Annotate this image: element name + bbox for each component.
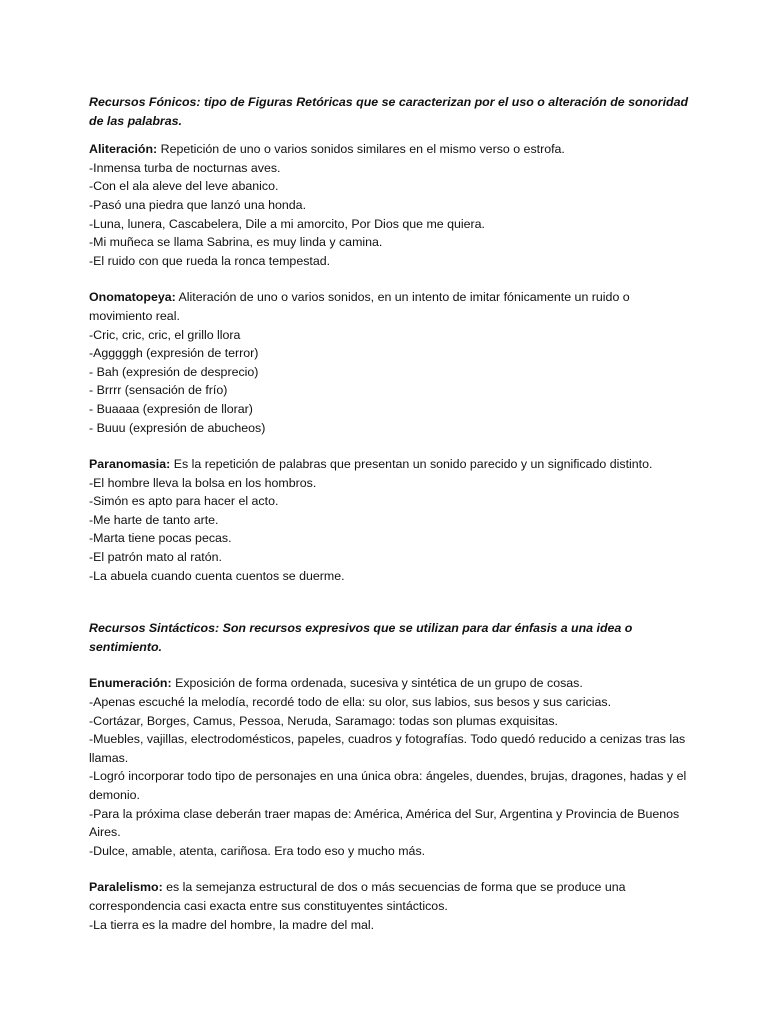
- example-line: -Cric, cric, cric, el grillo llora: [89, 327, 241, 342]
- example-line: - Buuu (expresión de abucheos): [89, 420, 266, 435]
- example-line: -Mi muñeca se llama Sabrina, es muy linda y camina.: [89, 235, 383, 250]
- example-line: -Marta tiene pocas pecas.: [89, 531, 232, 546]
- term-enumeracion: Enumeración:: [89, 676, 172, 691]
- example-line: -Agggggh (expresión de terror): [89, 346, 259, 361]
- example-line: -La tierra es la madre del hombre, la madre del mal.: [89, 917, 375, 932]
- example-line: -Para la próxima clase deberán traer mapas de: América, América del Sur, Argentina y Provincia de Buenos Aires.: [89, 806, 680, 840]
- example-line: -Luna, lunera, Cascabelera, Dile a mi amorcito, Por Dios que me quiera.: [89, 216, 485, 231]
- example-line: -El ruido con que rueda la ronca tempestad.: [89, 253, 331, 268]
- example-line: - Bah (expresión de desprecio): [89, 364, 259, 379]
- definition-text: Es la repetición de palabras que presentan un sonido parecido y un significado distinto.: [170, 457, 653, 472]
- example-line: -El patrón mato al ratón.: [89, 550, 222, 565]
- example-line: -Apenas escuché la melodía, recordé todo de ella: su olor, sus labios, sus besos y sus caricias.: [89, 695, 612, 710]
- document-page: [89, 93, 689, 934]
- example-line: -Inmensa turba de nocturnas aves.: [89, 160, 281, 175]
- definition-aliteracion: [89, 140, 689, 159]
- term-onomatopeya: Onomatopeya:: [89, 290, 176, 305]
- example-line: -Me harte de tanto arte.: [89, 512, 219, 527]
- example-line: -Simón es apto para hacer el acto.: [89, 494, 279, 509]
- example-line: -Cortázar, Borges, Camus, Pessoa, Neruda, Saramago: todas son plumas exquisitas.: [89, 713, 559, 728]
- example-line: -Dulce, amable, atenta, cariñosa. Era todo eso y mucho más.: [89, 843, 426, 858]
- definition-onomatopeya: [89, 288, 689, 325]
- example-line: - Buaaaa (expresión de llorar): [89, 401, 253, 416]
- example-line: -Muebles, vajillas, electrodomésticos, papeles, cuadros y fotografías. Todo quedó reducido a cenizas tras las llamas.: [89, 732, 686, 765]
- definition-text: es la semejanza estructural de dos o más secuencias de forma que se produce una correspondencia casi exacta entre sus constituyentes sintácticos.: [89, 880, 626, 913]
- definition-paranomasia: [89, 455, 689, 474]
- term-paranomasia: Paranomasia:: [89, 457, 171, 472]
- term-aliteracion: Aliteración:: [89, 142, 158, 157]
- example-line: -Pasó una piedra que lanzó una honda.: [89, 197, 307, 212]
- definition-text: Exposición de forma ordenada, sucesiva y sintética de un grupo de cosas.: [171, 676, 583, 691]
- example-line: -Logró incorporar todo tipo de personajes en una única obra: ángeles, duendes, brujas, dragones, hadas y el demonio.: [89, 769, 687, 802]
- example-line: -Con el ala aleve del leve abanico.: [89, 179, 279, 194]
- definition-paralelismo: [89, 878, 689, 915]
- section-heading-sintacticos: Recursos Sintácticos: Son recursos expresivos que se utilizan para dar énfasis a una idea o sentimiento.: [89, 621, 633, 654]
- example-line: - Brrrr (sensación de frío): [89, 383, 228, 398]
- definition-text: Repetición de uno o varios sonidos similares en el mismo verso o estrofa.: [157, 142, 565, 157]
- example-line: -El hombre lleva la bolsa en los hombros.: [89, 475, 317, 490]
- section-heading-fonicos: Recursos Fónicos: tipo de Figuras Retóricas que se caracterizan por el uso o alteración de sonoridad de las palabras.: [89, 95, 689, 128]
- definition-text: Aliteración de uno o varios sonidos, en un intento de imitar fónicamente un ruido o movimiento real.: [89, 290, 630, 323]
- term-paralelismo: Paralelismo:: [89, 880, 163, 895]
- example-line: -La abuela cuando cuenta cuentos se duerme.: [89, 568, 345, 583]
- definition-enumeracion: [89, 674, 689, 693]
